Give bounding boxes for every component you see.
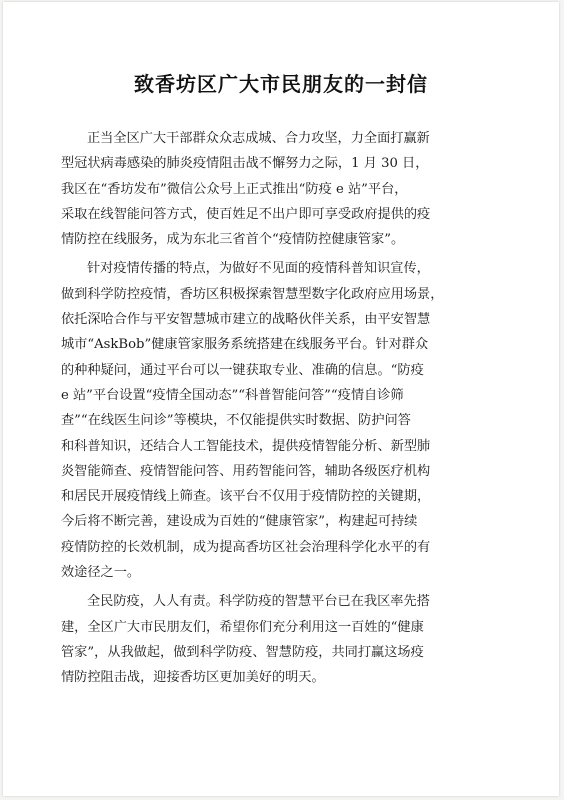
- text-line: 情防控在线服务，成为东北三省首个“疫情防控健康管家”。: [61, 232, 405, 248]
- text-line: 正当全区广大干部群众众志成城、合力攻坚，力全面打赢新: [87, 131, 430, 146]
- letter-title: 致香坊区广大市民朋友的一封信: [134, 72, 428, 96]
- paragraph-3: [61, 589, 507, 690]
- text-line: 今后将不断完善，建设成为百姓的“健康管家”，构建起可持续: [61, 514, 418, 530]
- text-line: 建，全区广大市民朋友们，希望你们充分利用这一百姓的“健康: [61, 619, 424, 635]
- text-line: 疫情防控的长效机制，成为提高香坊区社会治理科学化水平的有: [61, 539, 431, 555]
- text-line: 和居民开展疫情线上筛查。该平台不仅用于疫情防控的关键期，: [61, 489, 431, 505]
- text-line: 城市“AskBob”健康管家服务系统搭建在线服务平台。针对群众: [61, 337, 429, 353]
- text-line: 依托深哈合作与平安智慧城市建立的战略伙伴关系，由平安智慧: [61, 312, 431, 328]
- text-line: 采取在线智能问答方式，使百姓足不出户即可享受政府提供的疫: [61, 206, 431, 222]
- text-line: 炎智能筛查、疫情智能问答、用药智能问答，辅助各级医疗机构: [61, 463, 431, 479]
- paragraph-2: [61, 256, 507, 585]
- text-line: 和科普知识，还结合人工智能技术，提供疫情智能分析、新型肺: [61, 438, 431, 454]
- paragraph-1: [61, 126, 507, 252]
- document-page: [3, 2, 559, 796]
- text-line: 做到科学防控疫情，香坊区积极探索智慧型数字化政府应用场景，: [61, 286, 444, 302]
- text-line: 型冠状病毒感染的肺炎疫情阻击战不懈努力之际，1 月 30 日，: [61, 156, 429, 172]
- text-line: 效途径之一。: [61, 565, 141, 581]
- text-line: 的种种疑问，通过平台可以一键获取专业、准确的信息。“防疫: [61, 362, 424, 378]
- text-line: 针对疫情传播的特点，为做好不见面的疫情科普知识宣传，: [87, 261, 430, 277]
- text-line: 查”“在线医生问诊”等模块，不仅能提供实时数据、防护问答: [61, 413, 411, 429]
- text-line: 情防控阻击战，迎接香坊区更加美好的明天。: [61, 670, 325, 686]
- text-line: 我区在“香坊发布”微信公众号上正式推出“防疫 e 站”平台，: [61, 181, 408, 197]
- text-line: 全民防疫，人人有责。科学防疫的智慧平台已在我区率先搭: [87, 594, 430, 610]
- letter-body: [61, 126, 507, 691]
- text-line: 管家”，从我做起，做到科学防疫、智慧防疫，共同打赢这场疫: [61, 644, 424, 660]
- text-line: e 站”平台设置“疫情全国动态”“科普智能问答”“疫情自诊筛: [61, 387, 404, 403]
